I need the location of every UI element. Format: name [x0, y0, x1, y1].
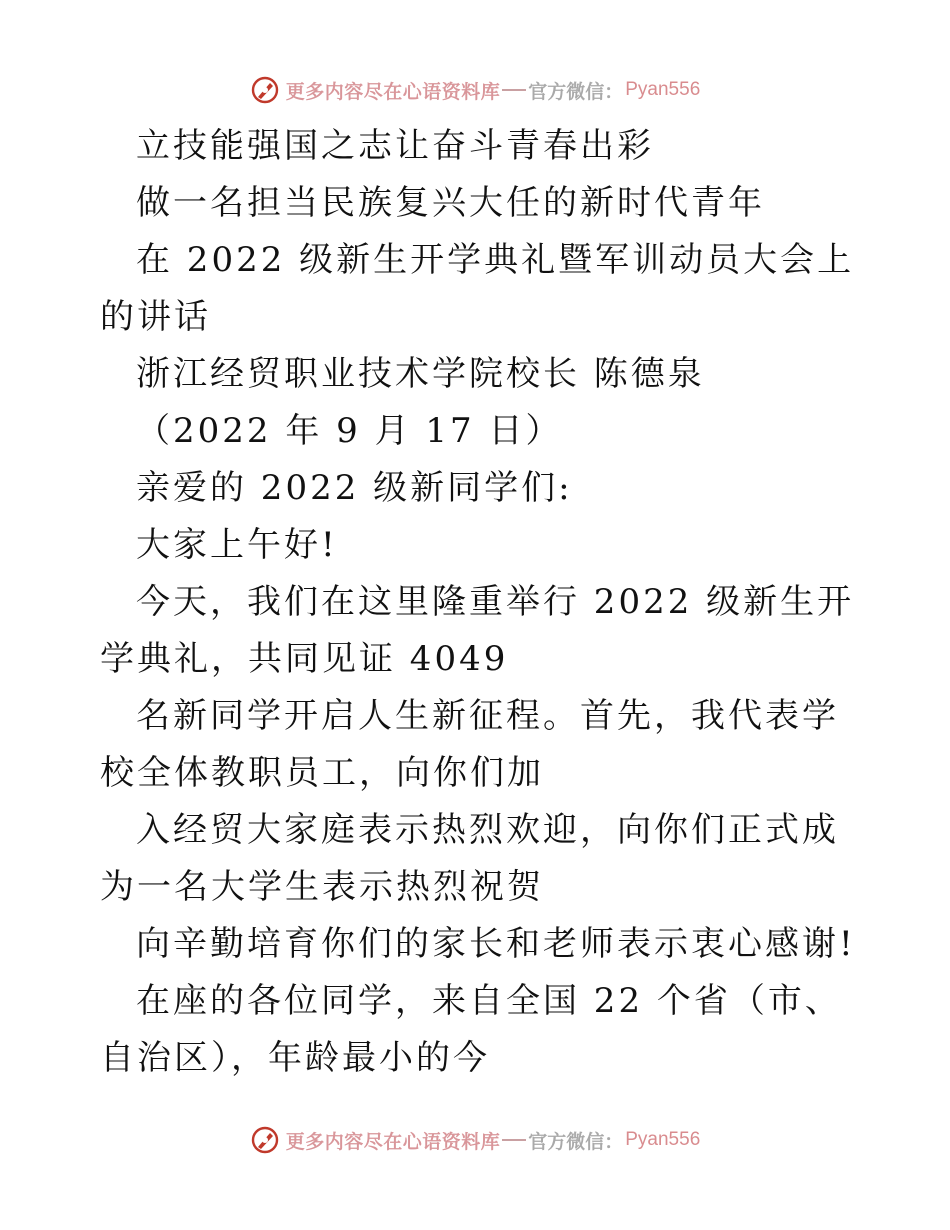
document-subtitle: 做一名担当民族复兴大任的新时代青年 [136, 183, 765, 223]
speech-date: （2022 年 9 月 17 日） [136, 411, 563, 451]
greeting: 大家上午好! [136, 525, 338, 565]
salutation: 亲爱的 2022 级新同学们: [136, 468, 573, 508]
watermark-divider [502, 1139, 526, 1141]
watermark-banner-top [0, 70, 950, 110]
speech-occasion: 在 2022 级新生开学典礼暨军训动员大会上的讲话 [100, 240, 855, 337]
document-body [100, 118, 860, 1087]
watermark-wechat-handle: Pyan556 [625, 79, 701, 100]
watermark-banner-bottom [0, 1120, 950, 1160]
body-paragraph: 名新同学开启人生新征程。首先，我代表学校全体教职员工，向你们加 [100, 696, 839, 793]
pen-logo-icon [250, 75, 280, 105]
body-paragraph: 入经贸大家庭表示热烈欢迎，向你们正式成为一名大学生表示热烈祝贺 [100, 810, 839, 907]
speaker-line: 浙江经贸职业技术学院校长 陈德泉 [136, 354, 705, 394]
watermark-wechat-handle: Pyan556 [625, 1129, 701, 1150]
body-paragraph: 在座的各位同学，来自全国 22 个省（市、自治区），年龄最小的今 [100, 981, 842, 1078]
body-paragraph: 今天，我们在这里隆重举行 2022 级新生开学典礼，共同见证 4049 [100, 582, 855, 679]
document-title: 立技能强国之志让奋斗青春出彩 [136, 126, 654, 166]
body-paragraph: 向辛勤培育你们的家长和老师表示衷心感谢! [136, 924, 856, 964]
pen-logo-icon [250, 1125, 280, 1155]
watermark-wechat-label: 官方微信： [528, 80, 624, 103]
watermark-site-text: 更多内容尽在心语资料库 [285, 1130, 501, 1153]
watermark-divider [502, 89, 526, 91]
watermark-site-text: 更多内容尽在心语资料库 [285, 80, 501, 103]
watermark-wechat-label: 官方微信： [528, 1130, 624, 1153]
